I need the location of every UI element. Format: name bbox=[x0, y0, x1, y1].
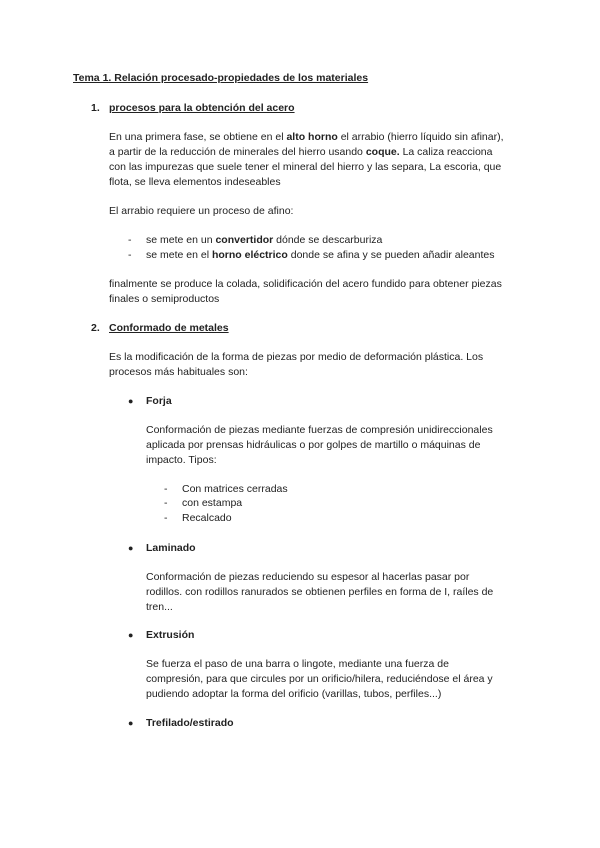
subsection-label: Trefilado/estirado bbox=[146, 717, 234, 729]
text-line bbox=[109, 204, 293, 219]
text-line bbox=[146, 687, 493, 702]
paragraph bbox=[146, 570, 493, 615]
text-line bbox=[109, 365, 483, 380]
bold-text: horno eléctrico bbox=[211, 249, 288, 261]
text-run: dónde se descarburiza bbox=[273, 234, 383, 246]
text-run: pudiendo adoptar la forma del orificio (varillas, tubos, perfiles...) bbox=[146, 688, 442, 700]
text-line bbox=[146, 438, 493, 453]
list-item-text: Recalcado bbox=[182, 512, 232, 524]
dash-marker: - bbox=[164, 497, 168, 509]
text-run: se mete en el bbox=[146, 249, 212, 261]
text-run: donde se afina y se pueden añadir aleantes bbox=[287, 249, 495, 261]
bullet-marker: ● bbox=[128, 630, 134, 640]
bullet-marker: ● bbox=[128, 396, 134, 406]
list-item-text: Con matrices cerradas bbox=[182, 483, 288, 495]
text-run: compresión, para que circules por un orificio/hilera, reduciéndose el área y bbox=[146, 673, 493, 685]
list-item-text bbox=[146, 248, 494, 263]
text-run: tren... bbox=[146, 601, 173, 613]
subsection-label: Extrusión bbox=[146, 629, 195, 641]
text-line bbox=[146, 453, 493, 468]
dash-marker: - bbox=[128, 249, 132, 261]
text-line bbox=[146, 570, 493, 585]
text-run: En una primera fase, se obtiene en el bbox=[109, 131, 287, 143]
text-line bbox=[109, 350, 483, 365]
subsection-label: Laminado bbox=[146, 542, 196, 554]
list-item-text bbox=[146, 233, 382, 248]
paragraph bbox=[109, 130, 504, 190]
text-run: impacto. Tipos: bbox=[146, 454, 217, 466]
section-number: 1. bbox=[91, 102, 100, 114]
text-run: El arrabio requiere un proceso de afino: bbox=[109, 205, 294, 217]
bold-text: coque. bbox=[365, 146, 400, 158]
text-line bbox=[109, 292, 502, 307]
dash-marker: - bbox=[164, 483, 168, 495]
paragraph bbox=[109, 350, 483, 380]
text-line bbox=[146, 585, 493, 600]
text-run: rodillos. con rodillos ranurados se obtienen perfiles en forma de I, raíles de bbox=[146, 586, 494, 598]
section-label: Conformado de metales bbox=[109, 322, 229, 334]
text-run: Es la modificación de la forma de piezas por medio de deformación plástica. Los bbox=[109, 351, 484, 363]
text-line bbox=[109, 145, 504, 160]
text-run: flota, se lleva elementos indeseables bbox=[109, 176, 281, 188]
list-item-text: con estampa bbox=[182, 497, 243, 509]
text-line bbox=[146, 657, 493, 672]
paragraph bbox=[146, 657, 493, 702]
text-run: a partir de la reducción de minerales del hierro usando bbox=[109, 146, 366, 158]
paragraph bbox=[146, 423, 493, 468]
text-run: se mete en un bbox=[146, 234, 216, 246]
text-line bbox=[109, 130, 504, 145]
bold-text: alto horno bbox=[286, 131, 338, 143]
dash-marker: - bbox=[128, 234, 132, 246]
section-number: 2. bbox=[91, 322, 100, 334]
text-run: La caliza reacciona bbox=[399, 146, 493, 158]
text-run: finalmente se produce la colada, solidificación del acero fundido para obtener piezas bbox=[109, 278, 502, 290]
text-run: Conformación de piezas mediante fuerzas de compresión unidireccionales bbox=[146, 424, 493, 436]
text-line bbox=[146, 672, 493, 687]
text-run: el arrabio (hierro líquido sin afinar), bbox=[337, 131, 504, 143]
page-title: Tema 1. Relación procesado-propiedades de los materiales bbox=[73, 72, 369, 84]
dash-marker: - bbox=[164, 512, 168, 524]
bullet-marker: ● bbox=[128, 543, 134, 553]
text-run: procesos más habituales son: bbox=[109, 366, 248, 378]
text-run: finales o semiproductos bbox=[109, 293, 220, 305]
section-label: procesos para la obtención del acero bbox=[109, 102, 295, 114]
paragraph bbox=[109, 277, 502, 307]
subsection-label: Forja bbox=[146, 395, 172, 407]
bullet-marker: ● bbox=[128, 718, 134, 728]
text-run: con las impurezas que suele tener el mineral del hierro y las separa, La escoria, que bbox=[109, 161, 502, 173]
text-line bbox=[109, 277, 502, 292]
text-run: Se fuerza el paso de una barra o lingote, mediante una fuerza de bbox=[146, 658, 449, 670]
text-line bbox=[146, 423, 493, 438]
bold-text: convertidor bbox=[215, 234, 274, 246]
text-line bbox=[109, 175, 504, 190]
text-run: Conformación de piezas reduciendo su espesor al hacerlas pasar por bbox=[146, 571, 470, 583]
text-run: aplicada por prensas hidráulicas o por golpes de martillo o máquinas de bbox=[146, 439, 481, 451]
text-line bbox=[109, 160, 504, 175]
text-line bbox=[146, 600, 493, 615]
paragraph bbox=[109, 204, 293, 219]
